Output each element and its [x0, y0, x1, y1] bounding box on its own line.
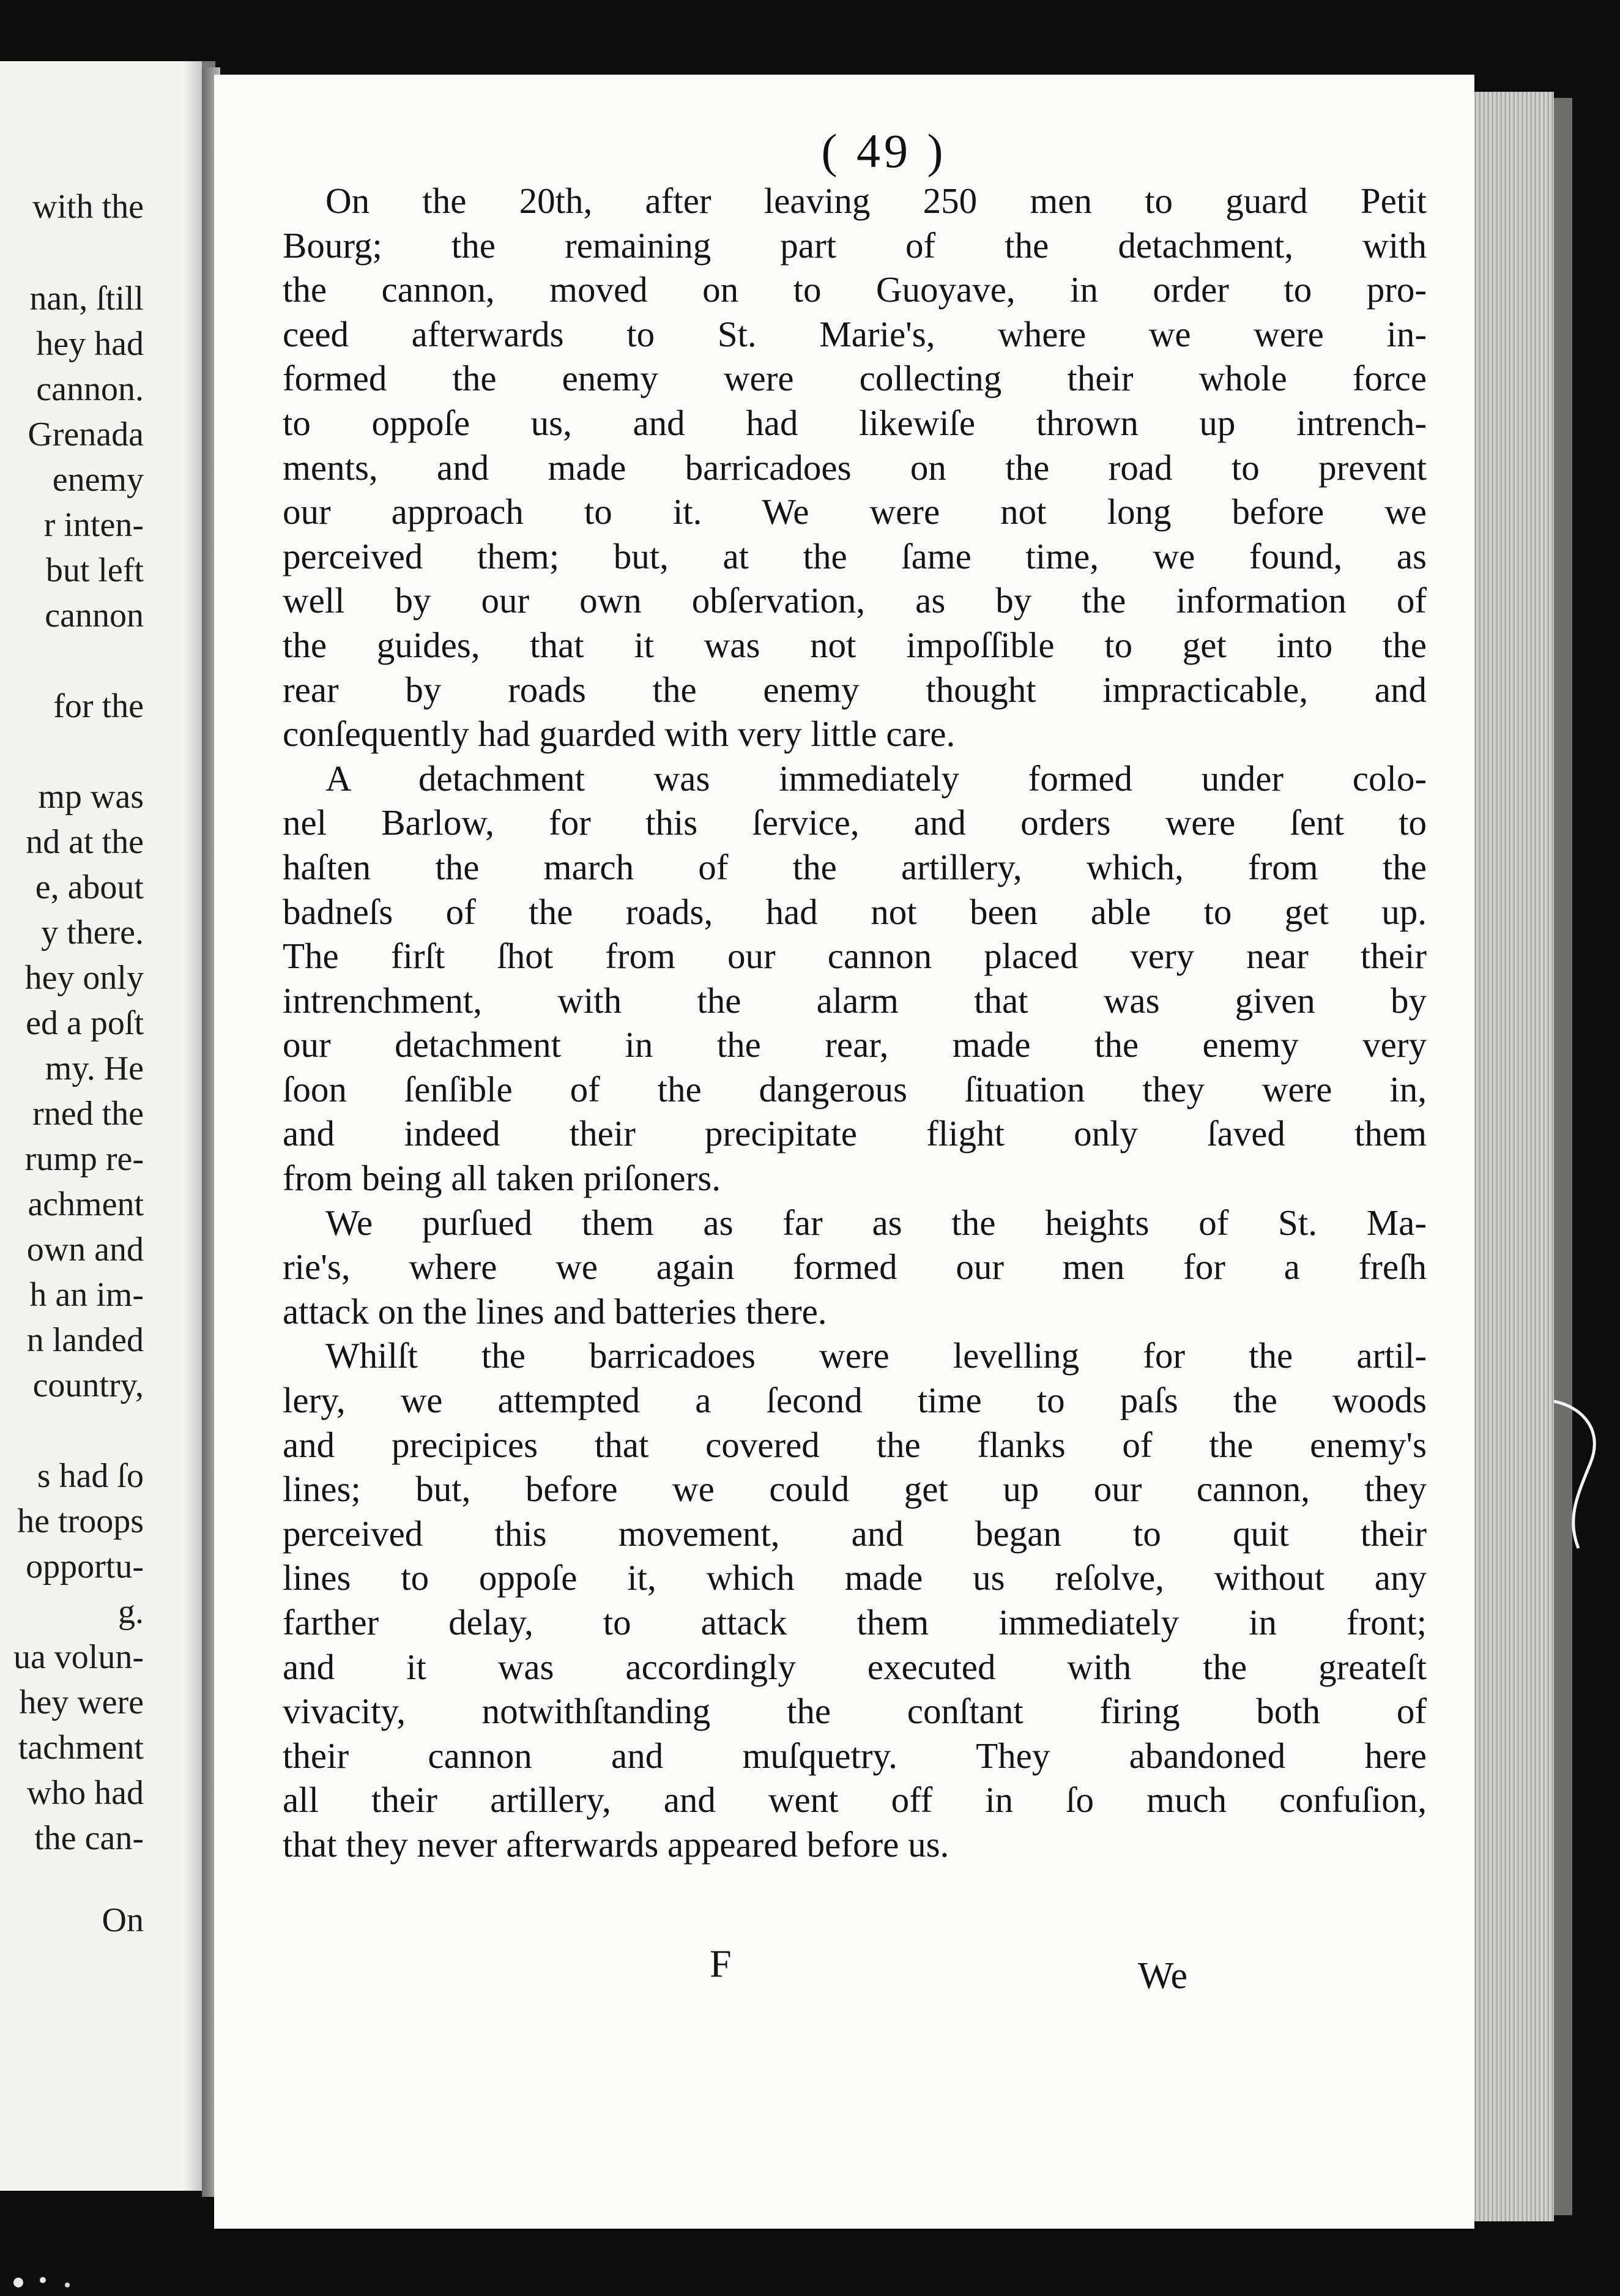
previous-page-line: nan, ſtill [29, 280, 144, 318]
previous-page-line: cannon [45, 597, 144, 635]
text-line: A detachment was immediately formed under colo- [325, 758, 1427, 799]
text-line: perceived them; but, at the ſame time, we found, as [283, 535, 1427, 576]
text-line: the cannon, moved on to Guoyave, in order to pro- [283, 269, 1427, 310]
page-number: ( 49 ) [821, 124, 947, 177]
signature-mark: F [710, 1942, 732, 1985]
text-line: the guides, that it was not impoſſible to get into the [283, 624, 1427, 665]
previous-page-line: hey had [36, 325, 144, 363]
previous-page-line: but left [45, 551, 144, 589]
text-line: attack on the lines and batteries there. [283, 1291, 827, 1332]
text-line: lines to oppoſe it, which made us reſolve, without any [283, 1557, 1427, 1598]
text-line: badneſs of the roads, had not been able to get up. [283, 891, 1427, 932]
previous-page-line: tachment [18, 1729, 144, 1767]
previous-page-line: ed a poſt [26, 1004, 144, 1042]
text-line: rear by roads the enemy thought impracticable, and [283, 669, 1427, 710]
text-line: formed the enemy were collecting their whole force [283, 358, 1427, 399]
previous-page-line: my. He [45, 1049, 144, 1087]
text-line: ments, and made barricadoes on the road to prevent [283, 447, 1427, 488]
previous-page-line: h an im- [29, 1276, 144, 1314]
previous-page-line: On [102, 1901, 144, 1939]
text-line: vivacity, notwithſtanding the conſtant firing both of [283, 1691, 1427, 1732]
text-line: ceed afterwards to St. Marie's, where we were in- [283, 313, 1427, 354]
text-line: well by our own obſervation, as by the information of [283, 580, 1427, 621]
previous-page-line: the can- [34, 1819, 144, 1857]
previous-page-line: e, about [35, 868, 144, 906]
text-line: intrenchment, with the alarm that was given by [283, 980, 1427, 1021]
text-line: nel Barlow, for this ſervice, and orders were ſent to [283, 802, 1427, 843]
previous-page-line: opportu- [26, 1548, 144, 1586]
book-cover-edge [1554, 98, 1572, 2215]
text-line: lery, we attempted a ſecond time to paſs the woods [283, 1380, 1427, 1421]
text-line: and indeed their precipitate flight only ſaved them [283, 1113, 1427, 1154]
text-line: our detachment in the rear, made the enemy very [283, 1024, 1427, 1065]
scan-specks [0, 2258, 184, 2295]
previous-page-line: achment [28, 1185, 144, 1223]
previous-page-line: ua volun- [13, 1638, 144, 1676]
text-line: our approach to it. We were not long before we [283, 491, 1427, 532]
page-shadow [184, 61, 202, 2191]
text-line: rie's, where we again formed our men for a freſh [283, 1247, 1427, 1288]
previous-page-line: country, [32, 1366, 144, 1404]
text-line: from being all taken priſoners. [283, 1158, 721, 1199]
previous-page-line: mp was [38, 778, 144, 816]
catchword: We [1138, 1955, 1188, 1997]
previous-page-line: g. [118, 1593, 144, 1631]
text-line: that they never afterwards appeared before us. [283, 1824, 949, 1865]
text-line: to oppoſe us, and had likewiſe thrown up intrench- [283, 402, 1427, 443]
previous-page-fragment [0, 61, 215, 2191]
text-line: all their artillery, and went off in ſo much confuſion, [283, 1780, 1427, 1821]
previous-page-line: rump re- [24, 1140, 144, 1178]
text-line: conſequently had guarded with very little care. [283, 714, 956, 755]
text-line: lines; but, before we could get up our cannon, they [283, 1469, 1427, 1510]
text-line: and precipices that covered the flanks of the enemy's [283, 1424, 1427, 1465]
previous-page-line: r inten- [43, 506, 144, 544]
text-line: farther delay, to attack them immediately in front; [283, 1602, 1427, 1642]
text-line: and it was accordingly executed with the greateſt [283, 1646, 1427, 1687]
previous-page-line: Grenada [28, 416, 144, 453]
text-line: Bourg; the remaining part of the detachment, with [283, 225, 1427, 266]
previous-page-line: s had ſo [37, 1457, 144, 1495]
previous-page-line: cannon. [36, 370, 144, 408]
previous-page-line: nd at the [26, 823, 144, 861]
text-line: Whilſt the barricadoes were levelling for the artil- [325, 1335, 1427, 1376]
page-clip-mark [1542, 1395, 1609, 1554]
text-line: perceived this movement, and began to quit their [283, 1513, 1427, 1554]
text-line: The firſt ſhot from our cannon placed very near their [283, 936, 1427, 977]
previous-page-line: n landed [26, 1321, 144, 1359]
previous-page-line: who had [26, 1774, 144, 1812]
previous-page-line: with the [32, 188, 144, 226]
previous-page-line: hey were [19, 1683, 144, 1721]
text-line: We purſued them as far as the heights of St. Ma- [325, 1202, 1427, 1243]
previous-page-line: for the [53, 687, 144, 725]
text-line: On the 20th, after leaving 250 men to guard Petit [325, 181, 1427, 221]
text-line: their cannon and muſquetry. They abandoned here [283, 1735, 1427, 1776]
page-49 [214, 75, 1474, 2229]
previous-page-line: he troops [17, 1502, 144, 1540]
previous-page-line: enemy [52, 461, 144, 499]
previous-page-line: rned the [32, 1095, 144, 1133]
body-text [283, 179, 1427, 1867]
previous-page-line: hey only [24, 959, 144, 997]
page-edges [1468, 92, 1554, 2221]
text-line: ſoon ſenſible of the dangerous ſituation they were in, [283, 1068, 1427, 1109]
previous-page-line: own and [26, 1231, 144, 1269]
text-line: haſten the march of the artillery, which, from the [283, 846, 1427, 887]
previous-page-line: y there. [41, 914, 144, 952]
